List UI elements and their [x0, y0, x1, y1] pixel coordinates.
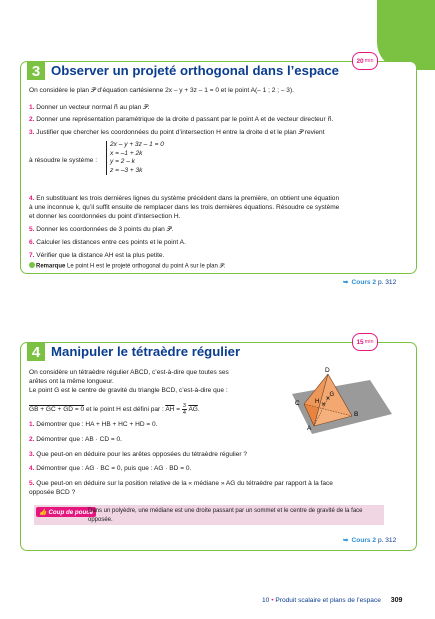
- question-text: Calculer les distances entre ces points et le point A.: [36, 239, 186, 246]
- pouce-label-text: Coup de pouce: [48, 509, 94, 516]
- label-b: B: [354, 411, 359, 418]
- exercise-4-title: Manipuler le tétraèdre régulier: [51, 344, 241, 359]
- coup-de-pouce-box: [34, 505, 384, 525]
- question-text: Démontrer que : AG · BC = 0, puis que : AG · BD = 0.: [36, 465, 192, 472]
- ex3-question-3-continued: à résoudre le système :: [29, 157, 98, 164]
- exercise-4-number: 4: [27, 343, 45, 361]
- question-number: 3.: [29, 451, 35, 458]
- ex3-question-1: [29, 104, 150, 113]
- exercise-4-timer-badge: [352, 333, 378, 351]
- remark-label: Remarque: [36, 263, 66, 270]
- question-text: Démontrer que : AB · CD = 0.: [36, 436, 122, 443]
- tetrahedron-figure: [292, 364, 392, 434]
- ex4-intro-line-3: Le point G est le centre de gravité du triangle BCD, c’est-à-dire que :: [29, 387, 228, 394]
- question-number: 7.: [29, 252, 35, 259]
- ex4-question-5: [29, 480, 333, 489]
- pouce-line: opposée.: [88, 516, 113, 523]
- pouce-line: Dans un polyèdre, une médiane est une droite passant par un sommet et le centre de gravité de la face: [88, 508, 363, 514]
- question-number: 5.: [29, 480, 35, 487]
- question-text: Que peut-on en déduire pour les arêtes opposées du tétraèdre régulier ?: [36, 451, 248, 458]
- ex3-cours-link[interactable]: [343, 278, 396, 286]
- ex4-question-3: [29, 451, 247, 460]
- equation-text: et le point H est défini par :: [85, 406, 164, 414]
- question-number: 2.: [29, 436, 35, 443]
- ex4-cours-link[interactable]: [343, 536, 396, 544]
- remark-text: Le point H est le projeté orthogonal du point A sur le plan 𝒫.: [67, 263, 226, 270]
- question-number: 4.: [29, 465, 35, 472]
- timer-value: 20: [356, 57, 364, 65]
- ex3-intro: On considère le plan 𝒫 d’équation cartésienne 2x – y + 3z – 1 = 0 et le point A(– 1 ; 2 ; – 3).: [29, 87, 294, 94]
- ex4-question-4: [29, 465, 191, 474]
- remark-icon: [29, 262, 35, 268]
- ex4-vector-equation: GB + GC + GD = 0 et le point H est défini par : $\overline{AH}$ = $\frac{3}{4}$ $\overline{AG}$.: [29, 403, 200, 416]
- question-text: Donner un vecteur normal n⃗ au plan 𝒫.: [36, 104, 150, 111]
- timer-unit: min: [364, 58, 374, 64]
- system-line: y = 2 – k: [110, 158, 135, 166]
- ex4-intro-line-2: arêtes ont la même longueur.: [29, 378, 114, 385]
- coup-de-pouce-label: 👍 Coup de pouce: [36, 507, 96, 517]
- footer-separator: •: [271, 597, 274, 604]
- exercise-3-timer-badge: [352, 52, 378, 70]
- label-c: C: [295, 400, 300, 407]
- ex4-question-5-line-2: opposée BCD ?: [29, 489, 76, 496]
- question-text: Que peut-on en déduire sur la position relative de la « médiane » AG du tétraèdre par rapport à la face: [36, 480, 333, 487]
- fraction: [182, 403, 187, 416]
- ex3-question-5: [29, 226, 173, 235]
- question-number: 1.: [29, 421, 35, 428]
- arrow-right-icon: ➥: [343, 537, 349, 544]
- label-g: G: [329, 392, 335, 398]
- equation-system: [106, 141, 164, 175]
- equals-sign: =: [176, 406, 181, 414]
- corner-tab: [377, 0, 435, 70]
- fraction-denominator: 4: [182, 410, 186, 416]
- ex3-remark: [29, 262, 225, 271]
- ex4-question-2: [29, 436, 122, 445]
- cours-label: Cours 2: [351, 279, 377, 286]
- centroid-equation: GB + GC + GD = 0: [29, 406, 85, 414]
- page-number: 309: [390, 597, 403, 604]
- vector-ah: $\overline{AH}$: [165, 406, 175, 414]
- timer-value: 15: [356, 338, 364, 346]
- arrow-right-icon: ➥: [343, 279, 349, 286]
- question-text: Vérifier que la distance AH est la plus petite.: [36, 252, 165, 259]
- question-number: 2.: [29, 116, 35, 123]
- question-number: 1.: [29, 104, 35, 111]
- question-number: 5.: [29, 226, 35, 233]
- coup-de-pouce-text: [88, 507, 380, 524]
- question-number: 4.: [29, 195, 35, 202]
- system-line: x = –1 + 2k: [110, 149, 143, 157]
- exercise-3-title: Observer un projeté orthogonal dans l’espace: [51, 63, 340, 78]
- question-text: Justifier que chercher les coordonnées du point d’intersection H entre la droite d et le plan 𝒫 revient: [36, 129, 325, 136]
- ex3-question-4: [29, 195, 339, 204]
- question-text: Donner une représentation paramétrique de la droite d passant par le point A et de vecteur directeur n⃗.: [36, 116, 334, 123]
- question-number: 6.: [29, 239, 35, 246]
- question-text: Donner les coordonnées de 3 points du plan 𝒫.: [36, 226, 174, 233]
- question-number: 3.: [29, 129, 35, 136]
- cours-label: Cours 2: [351, 537, 377, 544]
- label-a: A: [307, 425, 312, 432]
- ex3-question-6: [29, 239, 186, 248]
- vector-ag: $\overline{AG}$: [188, 406, 198, 414]
- system-line: 2x – y + 3z – 1 = 0: [110, 141, 164, 148]
- question-text: Démontrer que : HA + HB + HC + HD = 0.: [36, 421, 158, 428]
- label-h: H: [315, 399, 320, 405]
- cours-page: p. 312: [377, 279, 397, 286]
- exercise-3-number: 3: [27, 62, 45, 80]
- question-text: En substituant les trois dernières lignes du système précédent dans la première, on obtient une équation: [36, 195, 340, 202]
- chapter-number: 10: [262, 597, 270, 604]
- ex3-question-4-line-3: et donner les coordonnées du point d’intersection H.: [29, 213, 181, 220]
- ex4-intro-line-1: On considère un tétraèdre régulier ABCD, c’est-à-dire que toutes ses: [29, 369, 229, 376]
- timer-unit: min: [364, 339, 374, 345]
- page-footer: [262, 597, 402, 604]
- cours-page: p. 312: [377, 537, 397, 544]
- label-d: D: [325, 367, 330, 374]
- system-line: z = –3 + 3k: [110, 166, 143, 174]
- ex3-question-2: [29, 116, 333, 125]
- chapter-title: Produit scalaire et plans de l’espace: [275, 597, 381, 604]
- ex4-question-1: [29, 421, 157, 430]
- ex3-question-4-line-2: à une inconnue k, qu’il suffit ensuite de remplacer dans les trois dernières équations. Résoudre ce système: [29, 204, 340, 211]
- ex3-question-3: [29, 129, 325, 138]
- fraction-numerator: 3: [182, 403, 186, 409]
- ex3-question-7: [29, 252, 164, 261]
